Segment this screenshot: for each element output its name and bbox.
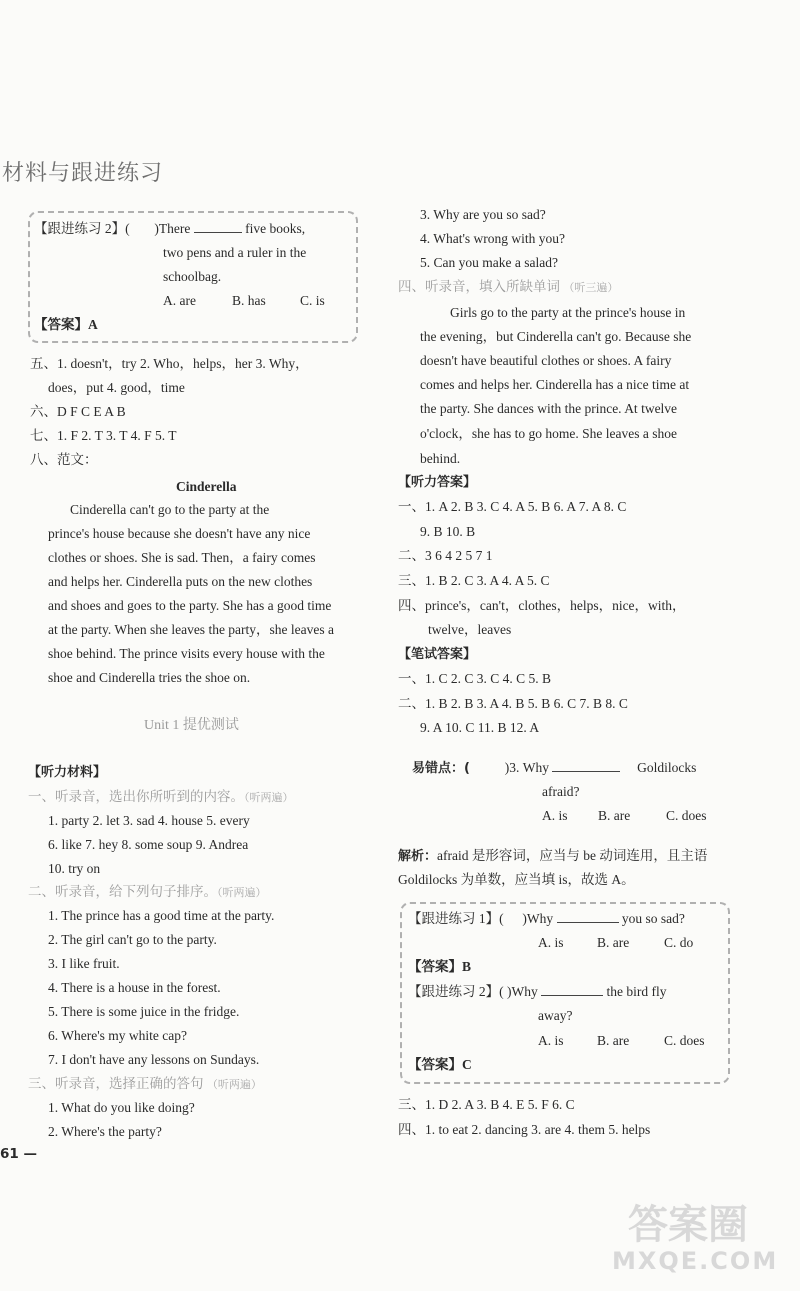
essay-line: shoe and Cinderella tries the shoe on. <box>48 670 251 685</box>
section-title: 三、听录音，选择正确的答句 （听两遍） <box>28 1076 262 1091</box>
answer-blank <box>557 910 619 923</box>
listening-answers-heading: 【听力答案】 <box>398 475 477 490</box>
essay-line: clothes or shoes. She is sad. Then，a fairy comes <box>48 550 316 565</box>
question-text: )There <box>154 221 191 236</box>
unit-title: Unit 1 提优测试 <box>144 718 239 733</box>
option-b: B. are <box>597 1033 630 1048</box>
option-b: B. are <box>598 808 631 823</box>
question-line: two pens and a ruler in the <box>163 245 307 260</box>
question-text-tail: five books, <box>245 221 306 236</box>
listening-line: 10. try on <box>48 861 101 876</box>
question-label: 【跟进练习 2】( <box>34 221 130 236</box>
answer-line: 9. B 10. B <box>420 524 476 539</box>
answer-line: 三、1. D 2. A 3. B 4. E 5. F 6. C <box>398 1097 575 1112</box>
passage-line: doesn't have beautiful clothes or shoes. A fairy <box>420 353 672 368</box>
answer-line: 四、1. to eat 2. dancing 3. are 4. them 5. helps <box>398 1122 651 1137</box>
passage-line: o'clock，she has to go home. She leaves a shoe <box>420 426 677 441</box>
answer-line: twelve，leaves <box>428 622 512 637</box>
listening-heading: 【听力材料】 <box>28 765 107 780</box>
error-point-question: 易错点：( )3. Why Goldilocks <box>412 760 697 776</box>
answer-text: 【答案】B <box>408 959 472 974</box>
answer-text: 【答案】A <box>34 317 98 332</box>
answer-line: 一、1. C 2. C 3. C 4. C 5. B <box>398 671 552 686</box>
listening-line: 4. What's wrong with you? <box>420 231 566 246</box>
answer-line: 一、1. A 2. B 3. C 4. A 5. B 6. A 7. A 8. C <box>398 499 627 514</box>
option-b: B. are <box>597 935 630 950</box>
option-c: C. does <box>664 1033 705 1048</box>
listening-line: 6. like 7. hey 8. some soup 9. Andrea <box>48 837 249 852</box>
answer-line: 四、prince's，can't，clothes，helps，nice，with， <box>398 598 686 613</box>
option-c: C. is <box>300 293 325 308</box>
analysis-text: Goldilocks 为单数，应当填 is，故选 A。 <box>398 872 635 887</box>
answer-line: 六、D F C E A B <box>30 404 126 419</box>
written-answers-heading: 【笔试答案】 <box>398 647 477 662</box>
listening-line: 5. Can you make a salad? <box>420 255 558 270</box>
question-line: schoolbag. <box>163 269 222 284</box>
essay-line: at the party. When she leaves the party，she leaves a <box>48 622 335 637</box>
option-a: A. is <box>542 808 568 823</box>
option-b: B. has <box>232 293 266 308</box>
listening-line: 2. The girl can't go to the party. <box>48 932 217 947</box>
passage-line: behind. <box>420 451 461 466</box>
listening-line: 1. The prince has a good time at the party. <box>48 908 275 923</box>
listening-line: 1. What do you like doing? <box>48 1100 195 1115</box>
listening-line: 3. Why are you so sad? <box>420 207 546 222</box>
listening-line: 2. Where's the party? <box>48 1124 162 1139</box>
answer-line: 五、1. doesn't，try 2. Who，helps，her 3. Why， <box>30 356 309 371</box>
option-c: C. does <box>666 808 707 823</box>
analysis-text: 解析：afraid 是形容词，应当与 be 动词连用，且主语 <box>398 848 708 864</box>
watermark-url: MXQE.COM <box>612 1247 779 1275</box>
passage-line: comes and helps her. Cinderella has a nice time at <box>420 377 690 392</box>
follow-up-question: 【跟进练习 2】( )Why the bird fly <box>408 984 667 999</box>
option-c: C. do <box>664 935 694 950</box>
section-header: 材料与跟进练习 <box>2 161 164 186</box>
question-line: afraid? <box>542 784 580 799</box>
answer-line: does，put 4. good，time <box>48 380 185 395</box>
section-title: 四、听录音，填入所缺单词 （听三遍） <box>398 279 619 294</box>
answer-line: 三、1. B 2. C 3. A 4. A 5. C <box>398 573 550 588</box>
option-a: A. is <box>538 1033 564 1048</box>
answer-text: 【答案】C <box>408 1057 472 1072</box>
listening-line: 6. Where's my white cap? <box>48 1028 188 1043</box>
listening-line: 5. There is some juice in the fridge. <box>48 1004 240 1019</box>
option-a: A. are <box>163 293 196 308</box>
answer-line: 9. A 10. C 11. B 12. A <box>420 720 540 735</box>
listening-line: 4. There is a house in the forest. <box>48 980 221 995</box>
answer-line: 八、范文： <box>30 452 98 467</box>
listening-line: 3. I like fruit. <box>48 956 120 971</box>
essay-line: shoe behind. The prince visits every house with the <box>48 646 325 661</box>
option-a: A. is <box>538 935 564 950</box>
question-line: away? <box>538 1008 573 1023</box>
essay-line: Cinderella can't go to the party at the <box>70 502 270 517</box>
answer-line: 七、1. F 2. T 3. T 4. F 5. T <box>30 428 177 443</box>
essay-line: and shoes and goes to the party. She has a good time <box>48 598 332 613</box>
answer-blank <box>552 759 620 772</box>
follow-up-question <box>34 220 305 238</box>
section-title: 一、听录音，选出你所听到的内容。（听两遍） <box>28 789 294 804</box>
follow-up-question: 【跟进练习 1】( )Why you so sad? <box>408 911 685 926</box>
listening-line: 1. party 2. let 3. sad 4. house 5. every <box>48 813 250 828</box>
essay-line: and helps her. Cinderella puts on the new clothes <box>48 574 313 589</box>
passage-line: the party. She dances with the prince. At twelve <box>420 401 678 416</box>
answer-blank <box>194 220 242 233</box>
essay-title: Cinderella <box>176 479 237 494</box>
answer-blank <box>541 983 603 996</box>
watermark-logo: 答案圈 <box>628 1202 748 1248</box>
page-number: 61 — <box>0 1146 37 1162</box>
passage-line: Girls go to the party at the prince's house in <box>450 305 686 320</box>
answer-line: 二、3 6 4 2 5 7 1 <box>398 548 493 563</box>
passage-line: the evening，but Cinderella can't go. Because she <box>420 329 692 344</box>
section-title: 二、听录音，给下列句子排序。（听两遍） <box>28 884 267 899</box>
listening-line: 7. I don't have any lessons on Sundays. <box>48 1052 260 1067</box>
essay-line: prince's house because she doesn't have any nice <box>48 526 311 541</box>
answer-line: 二、1. B 2. B 3. A 4. B 5. B 6. C 7. B 8. C <box>398 696 628 711</box>
